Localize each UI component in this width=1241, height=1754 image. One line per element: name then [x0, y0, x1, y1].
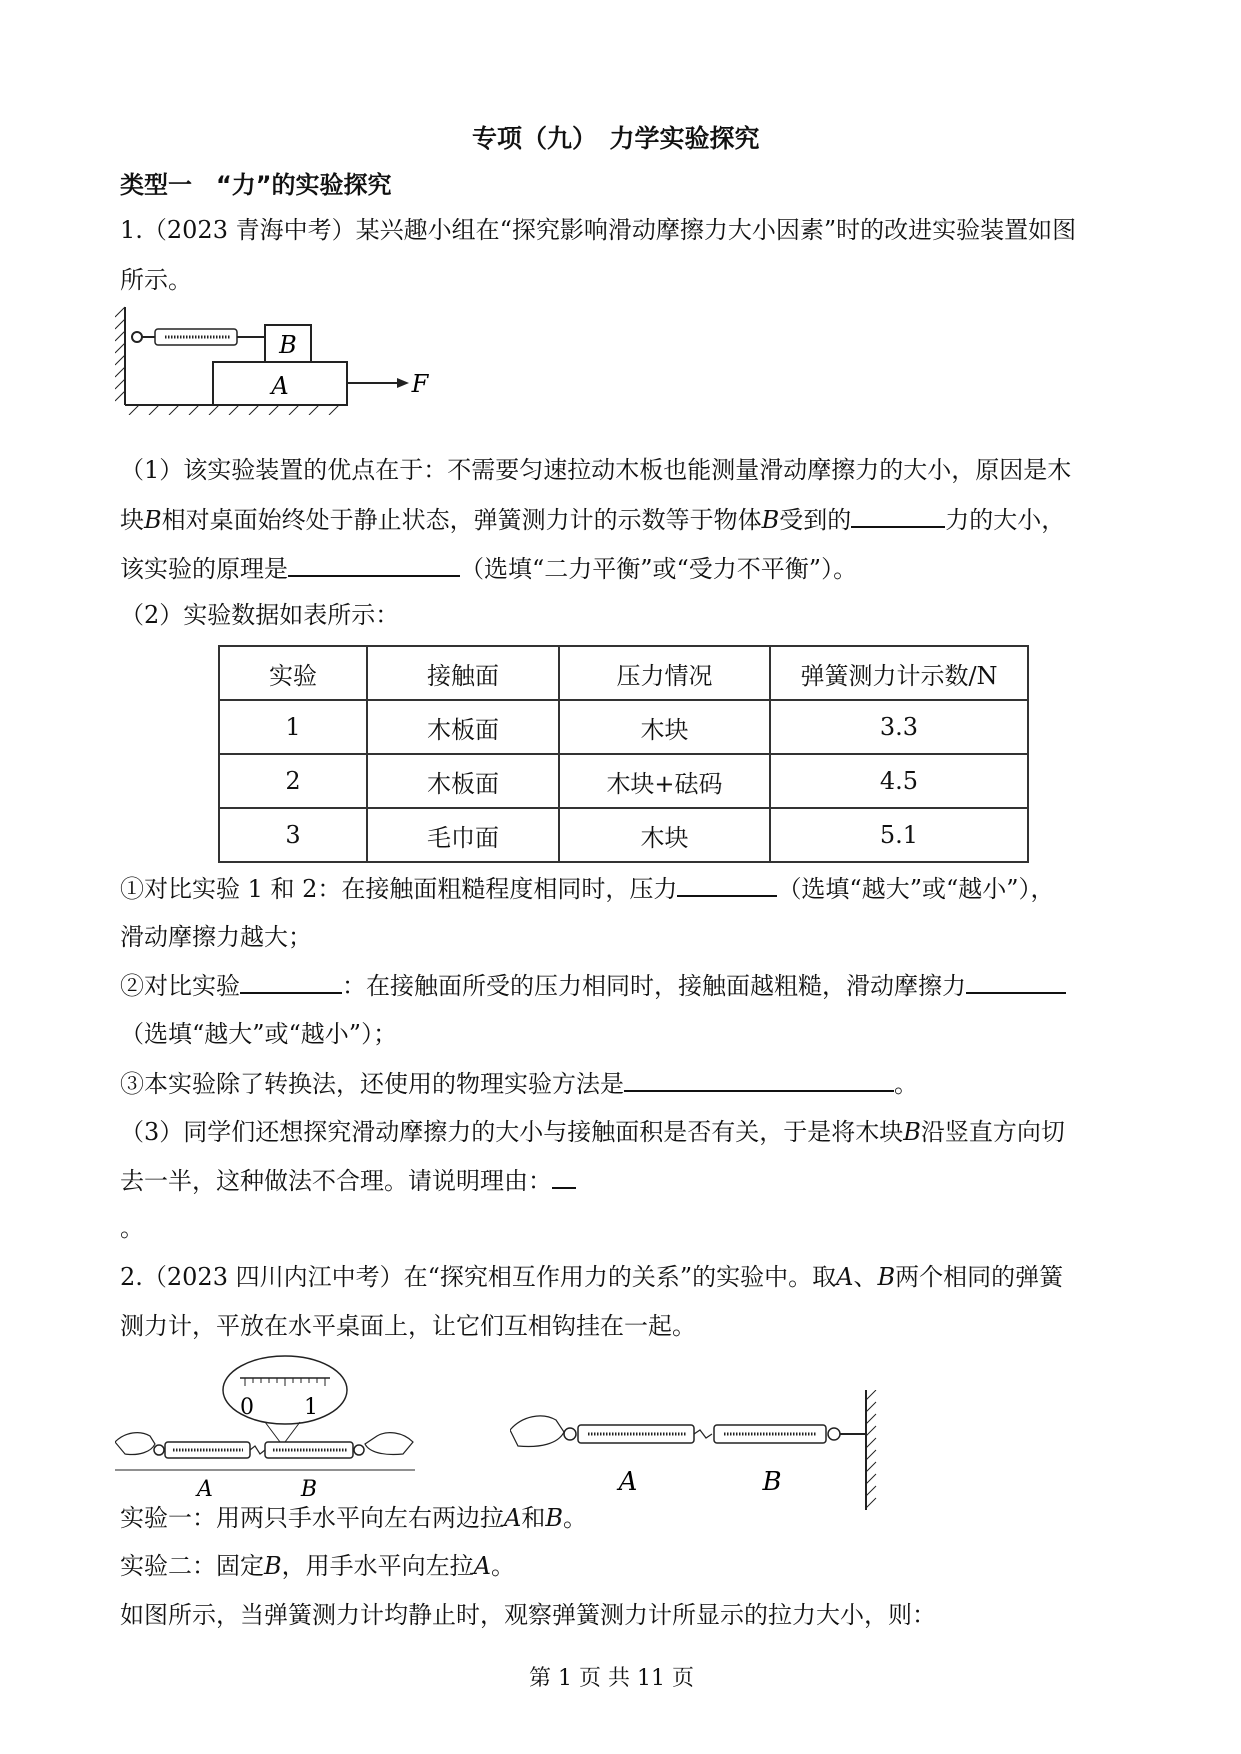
text-italic-A: A: [504, 1504, 522, 1532]
table-cell: 2: [219, 754, 367, 808]
q1-part2: （2）实验数据如表所示：: [120, 601, 400, 629]
text: 和: [521, 1504, 546, 1532]
answer-blank[interactable]: [288, 553, 460, 577]
table-cell: 木板面: [367, 700, 559, 754]
text: 实验一：用两只手水平向左右两边拉: [120, 1504, 504, 1532]
text-italic-A: A: [473, 1552, 491, 1580]
text: 。: [894, 1070, 918, 1098]
text: 两个相同的弹簧: [895, 1263, 1064, 1291]
text: 、: [853, 1263, 878, 1291]
q2-line1: [120, 1262, 1063, 1292]
text-italic-B: B: [761, 506, 780, 534]
fig-label-B: B: [762, 1467, 782, 1497]
q2-experiment1: [120, 1503, 587, 1533]
fig-label-B: B: [279, 331, 297, 359]
table-cell: 毛巾面: [367, 808, 559, 862]
table-header: 弹簧测力计示数/N: [770, 646, 1028, 700]
text-italic-B: B: [877, 1263, 896, 1291]
table-row: [219, 700, 1028, 754]
text: ，用手水平向左拉: [281, 1552, 474, 1580]
table-cell: 5.1: [770, 808, 1028, 862]
q1-part1-line1: （1）该实验装置的优点在于：不需要匀速拉动木板也能测量滑动摩擦力的大小，原因是木: [120, 456, 1072, 484]
q1-line2: 所示。: [120, 266, 192, 294]
table-header: 接触面: [367, 646, 559, 700]
scale-zero-label: 0: [240, 1395, 254, 1420]
text: 力的大小，: [945, 506, 1066, 534]
text-italic-B: B: [545, 1504, 563, 1532]
answer-blank[interactable]: [851, 504, 945, 528]
table-cell: 1: [219, 700, 367, 754]
text: 块: [120, 506, 144, 534]
answer-blank[interactable]: [966, 970, 1066, 994]
fig-label-A: A: [618, 1467, 638, 1497]
q1-conclusion1-line1: [120, 873, 1055, 904]
q1-conclusion2-line2: （选填“越大”或“越小”）；: [120, 1020, 398, 1048]
table-cell: 木块: [559, 808, 770, 862]
text: 受到的: [779, 506, 852, 534]
table-cell: 3: [219, 808, 367, 862]
q1-part1-line2: [120, 504, 1065, 535]
answer-blank[interactable]: [552, 1165, 576, 1189]
q1-part1-line3: [120, 553, 857, 584]
table-row: [219, 754, 1028, 808]
fig-label-A: A: [271, 372, 289, 400]
q2-line2: 测力计，平放在水平桌面上，让它们互相钩挂在一起。: [120, 1312, 696, 1340]
page-footer: 第 1 页 共 11 页: [529, 1666, 694, 1691]
text: 沿竖直方向切: [920, 1118, 1065, 1146]
table-cell: 木块+砝码: [559, 754, 770, 808]
text: 相对桌面始终处于静止状态，弹簧测力计的示数等于物体: [161, 506, 762, 534]
text-italic-B: B: [264, 1552, 282, 1580]
q1-conclusion2-line1: [120, 970, 1066, 1001]
q2-last-line: 如图所示，当弹簧测力计均静止时，观察弹簧测力计所显示的拉力大小，则：: [120, 1601, 936, 1629]
table-cell: 木块: [559, 700, 770, 754]
text: （3）同学们还想探究滑动摩擦力的大小与接触面积是否有关，于是将木块: [120, 1118, 904, 1146]
answer-blank[interactable]: [624, 1068, 894, 1092]
table-cell: 4.5: [770, 754, 1028, 808]
text: （选填“越大”或“越小”），: [777, 875, 1055, 903]
fig-label-F: F: [411, 370, 429, 398]
table-cell: 木板面: [367, 754, 559, 808]
text: ②对比实验: [120, 972, 240, 1000]
table-row: [219, 808, 1028, 862]
q2-experiment2-figure: [510, 1390, 880, 1510]
fig-label-A: A: [197, 1477, 213, 1502]
text: 2.（2023 四川内江中考）在“探究相互作用力的关系”的实验中。取: [120, 1263, 837, 1291]
table-cell: 3.3: [770, 700, 1028, 754]
text: （选填“二力平衡”或“受力不平衡”）。: [460, 555, 858, 583]
answer-blank[interactable]: [677, 873, 777, 897]
text: ：在接触面所受的压力相同时，接触面越粗糙，滑动摩擦力: [342, 972, 966, 1000]
q1-conclusion1-line2: 滑动摩擦力越大；: [120, 923, 312, 951]
text: 。: [490, 1552, 515, 1580]
table-header: 实验: [219, 646, 367, 700]
scale-one-label: 1: [304, 1395, 318, 1420]
text: 。: [562, 1504, 587, 1532]
q1-apparatus-figure: [115, 305, 435, 415]
table-header-row: [219, 646, 1028, 700]
text: 去一半，这种做法不合理。请说明理由：: [120, 1167, 552, 1195]
fig-label-B: B: [300, 1477, 318, 1502]
text-italic-B: B: [903, 1118, 921, 1146]
q2-experiment2: [120, 1551, 515, 1581]
text: 该实验的原理是: [120, 555, 288, 583]
q1-part3-line1: [120, 1117, 1065, 1147]
q2-experiment1-figure: [115, 1352, 415, 1502]
table-header: 压力情况: [559, 646, 770, 700]
q1-part3-line2: [120, 1165, 576, 1196]
page-title: 专项（九） 力学实验探究: [472, 124, 760, 153]
text-italic-A: A: [836, 1263, 854, 1291]
q1-line1: 1.（2023 青海中考）某兴趣小组在“探究影响滑动摩擦力大小因素”时的改进实验装置如图: [120, 216, 1077, 244]
q1-conclusion3: [120, 1068, 918, 1099]
text: 实验二：固定: [120, 1552, 264, 1580]
text: ①对比实验 1 和 2：在接触面粗糙程度相同时，压力: [120, 875, 678, 903]
section-heading: 类型一 “力”的实验探究: [120, 171, 392, 199]
text: ③本实验除了转换法，还使用的物理实验方法是: [120, 1070, 624, 1098]
text-italic-B: B: [144, 506, 162, 534]
q1-part3-line3: 。: [120, 1214, 144, 1242]
answer-blank[interactable]: [240, 970, 342, 994]
data-table: [218, 645, 1029, 863]
